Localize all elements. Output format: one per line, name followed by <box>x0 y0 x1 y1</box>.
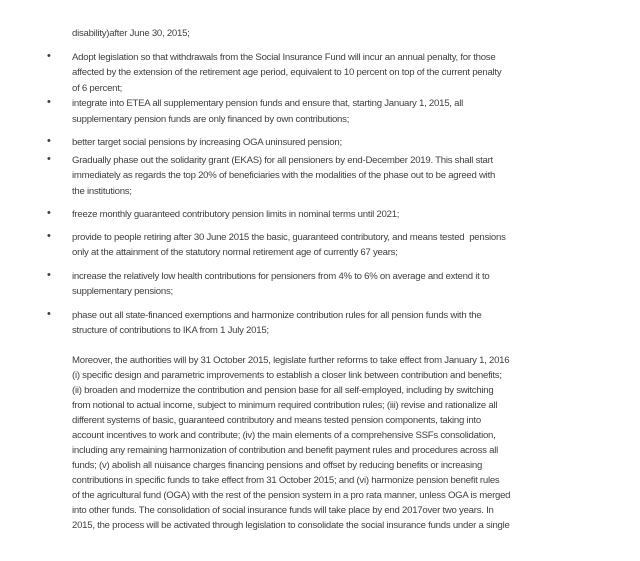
bullet-marker-icon: • <box>47 207 51 219</box>
bullet-text: increase the relatively low health contributions for pensioners from 4% to 6% on average and extend it to supplementary pensions; <box>72 270 490 297</box>
bullet-text: integrate into ETEA all supplementary pension funds and ensure that, starting January 1, 2015, all supplementary pension funds are only financed by own contributions; <box>72 98 463 125</box>
bullet-text: freeze monthly guaranteed contributory pension limits in nominal terms until 2021; <box>72 209 400 220</box>
bullet-item <box>47 152 582 200</box>
bullet-text: phase out all state-financed exemptions and harmonize contribution rules for all pension funds with the structure of contributions to IKA from 1 July 2015; <box>72 309 482 336</box>
bullet-item <box>47 96 582 127</box>
bullet-item <box>47 229 582 261</box>
body-paragraph: Moreover, the authorities will by 31 October 2015, legislate further reforms to take effect from January 1, 2016 (i) specific design and parametric improvements to establish a closer link between contribution and benefits; (ii) broaden and modernize the contribution and pension base for all self-employed, including by switching from notional to actual income, subject to minimum required contribution rules; (iii) revise and rationalize all different systems of basic, guaranteed contributory and means tested pension components, taking into account incentives to work and contribute; (iv) the main elements of a comprehensive SSFs consolidation, including any remaining harmonization of contribution and benefit payment rules and procedures across all funds; (v) abolish all nuisance charges financing pensions and offset by reducing benefits or increasing contributions in specific funds to take effect from 31 October 2015; and (vi) harmonize pension benefit rules of the agricultural fund (OGA) with the rest of the pension system in a pro rata manner, unless OGA is merged into other funds. The consolidation of social insurance funds will take place by end 2017over two years. In 2015, the process will be activated through legislation to consolidate the social insurance funds under a single <box>72 354 511 531</box>
bullet-text: better target social pensions by increasing OGA uninsured pension; <box>72 137 342 148</box>
bullet-text: Adopt legislation so that withdrawals from the Social Insurance Fund will incur an annual penalty, for those affected by the extension of the retirement age period, equivalent to 10 percent on top of the current penalty of 6 percent; <box>72 51 502 94</box>
bullet-marker-icon: • <box>47 229 51 242</box>
bullet-marker-icon: • <box>47 307 51 320</box>
bullet-list <box>47 49 582 339</box>
bullet-text: Gradually phase out the solidarity grant (EKAS) for all pensioners by end-December 2019. This shall start immediately as regards the top 20% of beneficiaries with the modalities of the phase out to be agreed with the institutions; <box>72 154 496 197</box>
bullet-item <box>47 207 582 223</box>
bullet-item <box>47 49 582 97</box>
bullet-marker-icon: • <box>47 96 51 108</box>
bullet-item <box>47 307 582 339</box>
bullet-text: provide to people retiring after 30 June 2015 the basic, guaranteed contributory, and means tested pensions only at the attainment of the statutory normal retirement age of currently 67 years; <box>72 231 506 258</box>
bullet-marker-icon: • <box>47 135 51 147</box>
bullet-item <box>47 268 582 300</box>
bullet-marker-icon: • <box>47 49 51 62</box>
bullet-marker-icon: • <box>47 152 51 165</box>
bullet-item <box>47 135 582 151</box>
intro-continuation-text: disability)after June 30, 2015; <box>72 28 190 39</box>
bullet-marker-icon: • <box>47 268 51 281</box>
